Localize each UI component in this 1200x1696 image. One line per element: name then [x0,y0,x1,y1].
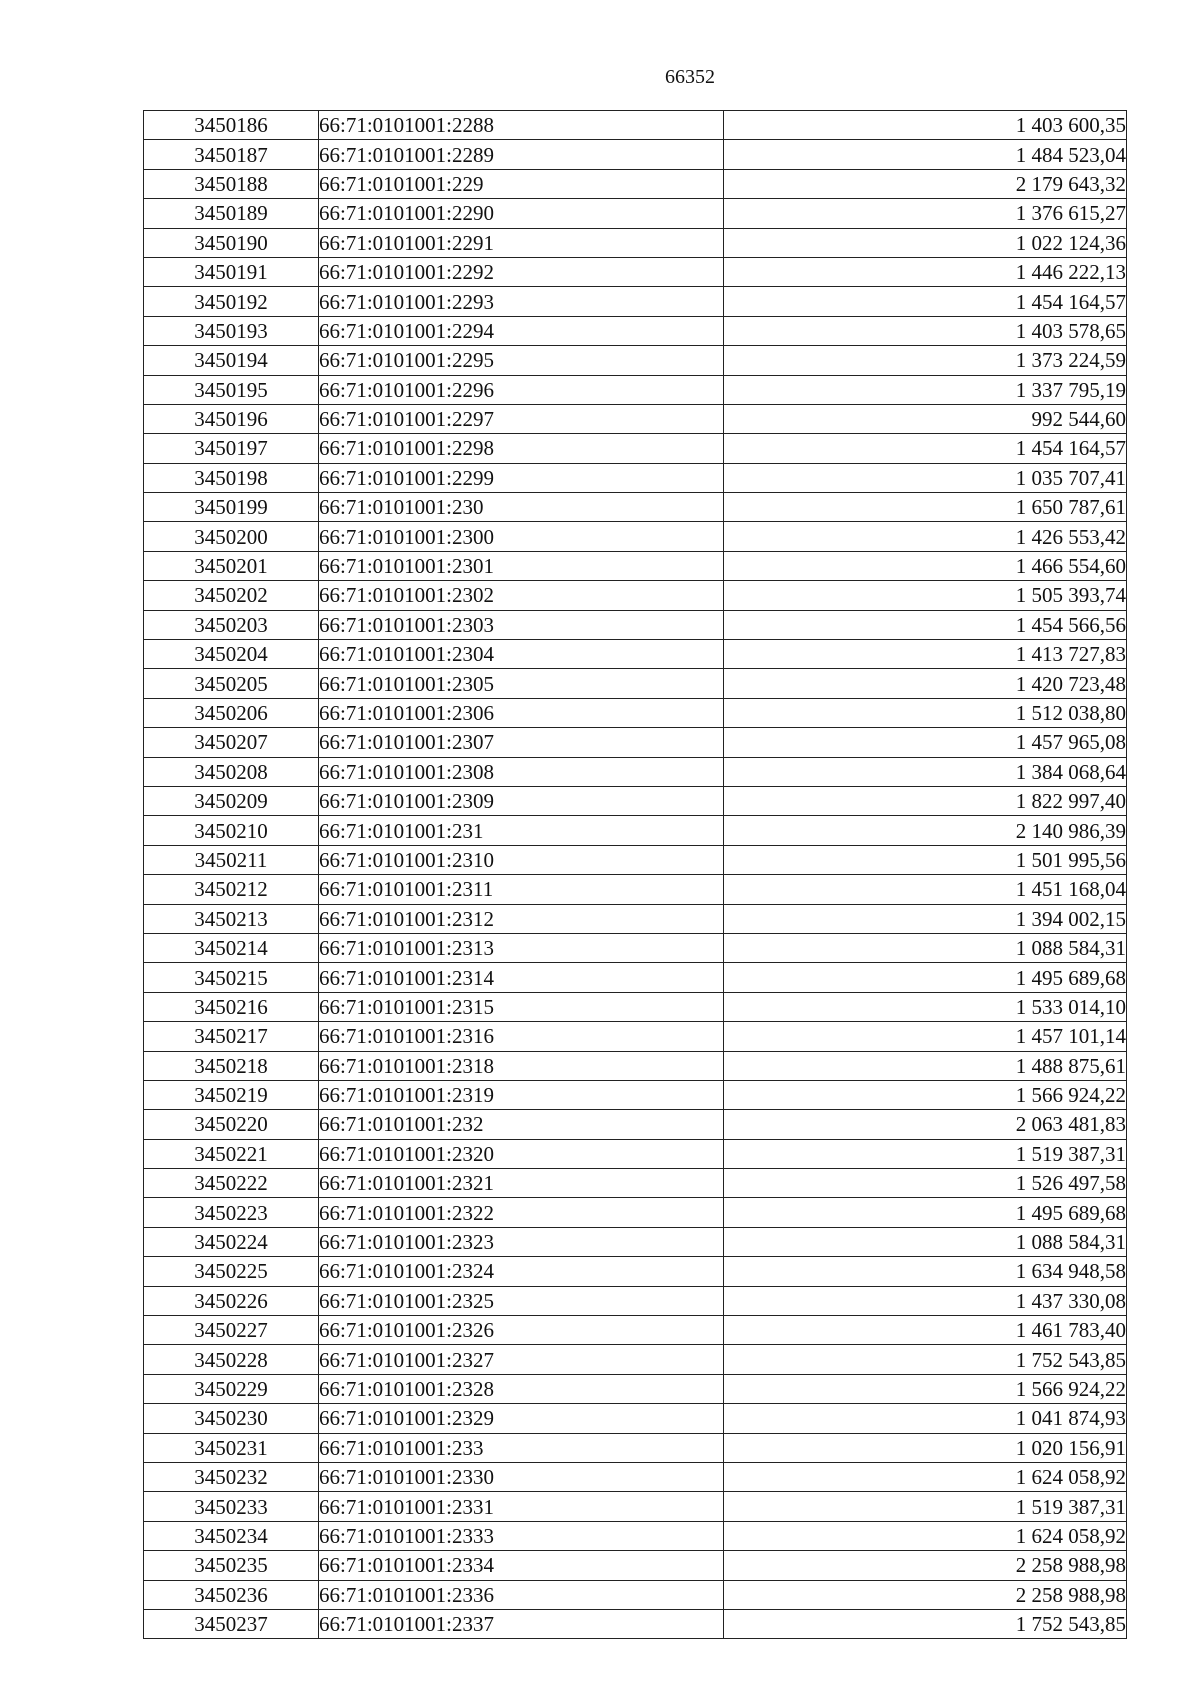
cadastral-number-cell: 66:71:0101001:2296 [319,375,724,404]
cadastral-number-cell: 66:71:0101001:2292 [319,257,724,286]
cadastral-number-cell: 66:71:0101001:2299 [319,463,724,492]
table-row [144,904,1127,933]
cadastral-number-cell: 66:71:0101001:2290 [319,199,724,228]
row-number-cell: 3450211 [144,845,319,874]
row-number-cell: 3450192 [144,287,319,316]
cadastral-number-cell: 66:71:0101001:2288 [319,111,724,140]
table-row [144,463,1127,492]
cadastral-number-cell: 66:71:0101001:2291 [319,228,724,257]
cadastral-value-cell: 1 495 689,68 [724,963,1127,992]
row-number-cell: 3450197 [144,434,319,463]
cadastral-value-cell: 1 373 224,59 [724,346,1127,375]
row-number-cell: 3450198 [144,463,319,492]
table-row [144,1374,1127,1403]
cadastral-number-cell: 66:71:0101001:2298 [319,434,724,463]
cadastral-number-cell: 66:71:0101001:2321 [319,1169,724,1198]
row-number-cell: 3450207 [144,728,319,757]
cadastral-value-cell: 1 337 795,19 [724,375,1127,404]
table-row [144,1257,1127,1286]
cadastral-value-cell: 1 519 387,31 [724,1492,1127,1521]
cadastral-value-cell: 1 437 330,08 [724,1286,1127,1315]
cadastral-value-cell: 1 022 124,36 [724,228,1127,257]
row-number-cell: 3450234 [144,1521,319,1550]
cadastral-number-cell: 66:71:0101001:2303 [319,610,724,639]
cadastral-value-cell: 1 484 523,04 [724,140,1127,169]
cadastral-value-cell: 1 566 924,22 [724,1080,1127,1109]
row-number-cell: 3450237 [144,1609,319,1638]
row-number-cell: 3450195 [144,375,319,404]
table-row [144,493,1127,522]
table-row [144,610,1127,639]
row-number-cell: 3450232 [144,1462,319,1491]
cadastral-number-cell: 66:71:0101001:2312 [319,904,724,933]
cadastral-number-cell: 66:71:0101001:2320 [319,1139,724,1168]
table-row [144,140,1127,169]
cadastral-number-cell: 66:71:0101001:2327 [319,1345,724,1374]
cadastral-value-cell: 1 461 783,40 [724,1316,1127,1345]
row-number-cell: 3450222 [144,1169,319,1198]
row-number-cell: 3450233 [144,1492,319,1521]
cadastral-value-cell: 1 403 578,65 [724,316,1127,345]
cadastral-value-cell: 1 519 387,31 [724,1139,1127,1168]
cadastral-value-cell: 1 403 600,35 [724,111,1127,140]
row-number-cell: 3450193 [144,316,319,345]
table-row [144,992,1127,1021]
table-row [144,845,1127,874]
row-number-cell: 3450191 [144,257,319,286]
row-number-cell: 3450208 [144,757,319,786]
cadastral-value-cell: 1 384 068,64 [724,757,1127,786]
cadastral-value-cell: 1 457 965,08 [724,728,1127,757]
row-number-cell: 3450219 [144,1080,319,1109]
cadastral-value-cell: 1 526 497,58 [724,1169,1127,1198]
cadastral-number-cell: 66:71:0101001:231 [319,816,724,845]
row-number-cell: 3450228 [144,1345,319,1374]
row-number-cell: 3450199 [144,493,319,522]
row-number-cell: 3450224 [144,1227,319,1256]
table-row [144,1433,1127,1462]
cadastral-number-cell: 66:71:0101001:2289 [319,140,724,169]
cadastral-number-cell: 66:71:0101001:2293 [319,287,724,316]
row-number-cell: 3450186 [144,111,319,140]
cadastral-value-cell: 1 488 875,61 [724,1051,1127,1080]
cadastral-number-cell: 66:71:0101001:2324 [319,1257,724,1286]
table-row [144,1227,1127,1256]
cadastral-number-cell: 66:71:0101001:2326 [319,1316,724,1345]
table-row [144,581,1127,610]
cadastral-value-cell: 1 533 014,10 [724,992,1127,1021]
cadastral-value-cell: 1 454 164,57 [724,287,1127,316]
cadastral-value-cell: 1 446 222,13 [724,257,1127,286]
cadastral-number-cell: 66:71:0101001:2337 [319,1609,724,1638]
row-number-cell: 3450194 [144,346,319,375]
table-row [144,1551,1127,1580]
row-number-cell: 3450187 [144,140,319,169]
cadastral-value-cell: 1 035 707,41 [724,463,1127,492]
cadastral-value-cell: 1 454 164,57 [724,434,1127,463]
cadastral-number-cell: 66:71:0101001:2334 [319,1551,724,1580]
table-row [144,1022,1127,1051]
cadastral-number-cell: 66:71:0101001:2294 [319,316,724,345]
row-number-cell: 3450230 [144,1404,319,1433]
cadastral-number-cell: 66:71:0101001:2329 [319,1404,724,1433]
cadastral-value-cell: 1 512 038,80 [724,698,1127,727]
cadastral-number-cell: 66:71:0101001:2308 [319,757,724,786]
row-number-cell: 3450190 [144,228,319,257]
table-row [144,316,1127,345]
cadastral-number-cell: 66:71:0101001:2309 [319,786,724,815]
cadastral-value-cell: 1 451 168,04 [724,875,1127,904]
cadastral-number-cell: 66:71:0101001:230 [319,493,724,522]
row-number-cell: 3450218 [144,1051,319,1080]
cadastral-value-cell: 1 752 543,85 [724,1609,1127,1638]
cadastral-value-table [143,110,1127,1639]
cadastral-number-cell: 66:71:0101001:2305 [319,669,724,698]
cadastral-value-cell: 2 140 986,39 [724,816,1127,845]
table-row [144,257,1127,286]
table-row [144,698,1127,727]
cadastral-number-cell: 66:71:0101001:2302 [319,581,724,610]
cadastral-value-cell: 2 258 988,98 [724,1551,1127,1580]
row-number-cell: 3450214 [144,933,319,962]
table-row [144,1139,1127,1168]
table-row [144,963,1127,992]
row-number-cell: 3450203 [144,610,319,639]
cadastral-number-cell: 66:71:0101001:2336 [319,1580,724,1609]
row-number-cell: 3450210 [144,816,319,845]
row-number-cell: 3450236 [144,1580,319,1609]
cadastral-value-cell: 2 063 481,83 [724,1110,1127,1139]
cadastral-value-cell: 1 650 787,61 [724,493,1127,522]
cadastral-value-cell: 2 258 988,98 [724,1580,1127,1609]
cadastral-value-cell: 1 505 393,74 [724,581,1127,610]
table-row [144,1345,1127,1374]
row-number-cell: 3450205 [144,669,319,698]
row-number-cell: 3450204 [144,640,319,669]
table-row [144,816,1127,845]
cadastral-number-cell: 66:71:0101001:2333 [319,1521,724,1550]
table-row [144,346,1127,375]
cadastral-number-cell: 66:71:0101001:2331 [319,1492,724,1521]
table-row [144,522,1127,551]
cadastral-number-cell: 66:71:0101001:2300 [319,522,724,551]
row-number-cell: 3450200 [144,522,319,551]
cadastral-value-cell: 1 501 995,56 [724,845,1127,874]
cadastral-number-cell: 66:71:0101001:2315 [319,992,724,1021]
cadastral-value-cell: 1 457 101,14 [724,1022,1127,1051]
cadastral-number-cell: 66:71:0101001:2328 [319,1374,724,1403]
cadastral-value-cell: 1 454 566,56 [724,610,1127,639]
row-number-cell: 3450216 [144,992,319,1021]
table-row [144,1198,1127,1227]
table-row [144,375,1127,404]
row-number-cell: 3450231 [144,1433,319,1462]
table-row [144,434,1127,463]
cadastral-value-cell: 1 394 002,15 [724,904,1127,933]
cadastral-value-cell: 1 420 723,48 [724,669,1127,698]
table-row [144,169,1127,198]
row-number-cell: 3450206 [144,698,319,727]
cadastral-number-cell: 66:71:0101001:2325 [319,1286,724,1315]
table-row [144,640,1127,669]
cadastral-number-cell: 66:71:0101001:2314 [319,963,724,992]
row-number-cell: 3450202 [144,581,319,610]
row-number-cell: 3450188 [144,169,319,198]
cadastral-value-cell: 992 544,60 [724,404,1127,433]
cadastral-number-cell: 66:71:0101001:233 [319,1433,724,1462]
row-number-cell: 3450212 [144,875,319,904]
cadastral-number-cell: 66:71:0101001:2295 [319,346,724,375]
cadastral-value-cell: 1 020 156,91 [724,1433,1127,1462]
row-number-cell: 3450221 [144,1139,319,1168]
cadastral-value-cell: 1 041 874,93 [724,1404,1127,1433]
row-number-cell: 3450229 [144,1374,319,1403]
cadastral-number-cell: 66:71:0101001:2313 [319,933,724,962]
table-row [144,1521,1127,1550]
row-number-cell: 3450196 [144,404,319,433]
cadastral-value-cell: 1 495 689,68 [724,1198,1127,1227]
table-row [144,111,1127,140]
row-number-cell: 3450223 [144,1198,319,1227]
cadastral-number-cell: 66:71:0101001:2319 [319,1080,724,1109]
table-row [144,1110,1127,1139]
cadastral-value-cell: 1 566 924,22 [724,1374,1127,1403]
table-row [144,1169,1127,1198]
row-number-cell: 3450220 [144,1110,319,1139]
cadastral-number-cell: 66:71:0101001:2306 [319,698,724,727]
table-row [144,228,1127,257]
cadastral-number-cell: 66:71:0101001:2297 [319,404,724,433]
cadastral-value-cell: 1 088 584,31 [724,1227,1127,1256]
row-number-cell: 3450189 [144,199,319,228]
row-number-cell: 3450213 [144,904,319,933]
table-row [144,875,1127,904]
table-row [144,1609,1127,1638]
cadastral-value-cell: 1 426 553,42 [724,522,1127,551]
row-number-cell: 3450201 [144,551,319,580]
cadastral-number-cell: 66:71:0101001:2301 [319,551,724,580]
cadastral-number-cell: 66:71:0101001:2316 [319,1022,724,1051]
cadastral-number-cell: 66:71:0101001:2307 [319,728,724,757]
cadastral-number-cell: 66:71:0101001:2304 [319,640,724,669]
table-row [144,1462,1127,1491]
table-row [144,287,1127,316]
table-row [144,1404,1127,1433]
page-number: 66352 [665,66,715,88]
cadastral-number-cell: 66:71:0101001:232 [319,1110,724,1139]
cadastral-value-cell: 1 466 554,60 [724,551,1127,580]
cadastral-value-cell: 1 376 615,27 [724,199,1127,228]
row-number-cell: 3450217 [144,1022,319,1051]
table-row [144,933,1127,962]
cadastral-number-cell: 66:71:0101001:2311 [319,875,724,904]
cadastral-number-cell: 66:71:0101001:2322 [319,1198,724,1227]
cadastral-value-cell: 1 634 948,58 [724,1257,1127,1286]
table-row [144,1316,1127,1345]
row-number-cell: 3450226 [144,1286,319,1315]
cadastral-value-cell: 1 413 727,83 [724,640,1127,669]
table-row [144,1080,1127,1109]
table-row [144,199,1127,228]
table-row [144,551,1127,580]
table-row [144,1492,1127,1521]
table-row [144,404,1127,433]
cadastral-value-cell: 1 624 058,92 [724,1462,1127,1491]
table-row [144,757,1127,786]
row-number-cell: 3450209 [144,786,319,815]
cadastral-value-cell: 1 752 543,85 [724,1345,1127,1374]
table-body [144,111,1127,1639]
cadastral-number-cell: 66:71:0101001:2330 [319,1462,724,1491]
cadastral-value-cell: 2 179 643,32 [724,169,1127,198]
table-row [144,1580,1127,1609]
table-row [144,728,1127,757]
row-number-cell: 3450227 [144,1316,319,1345]
cadastral-value-cell: 1 624 058,92 [724,1521,1127,1550]
cadastral-number-cell: 66:71:0101001:2323 [319,1227,724,1256]
cadastral-value-cell: 1 088 584,31 [724,933,1127,962]
table-row [144,1286,1127,1315]
table-row [144,1051,1127,1080]
row-number-cell: 3450235 [144,1551,319,1580]
table-row [144,669,1127,698]
cadastral-number-cell: 66:71:0101001:2318 [319,1051,724,1080]
cadastral-number-cell: 66:71:0101001:2310 [319,845,724,874]
table-row [144,786,1127,815]
row-number-cell: 3450225 [144,1257,319,1286]
cadastral-value-cell: 1 822 997,40 [724,786,1127,815]
cadastral-number-cell: 66:71:0101001:229 [319,169,724,198]
row-number-cell: 3450215 [144,963,319,992]
